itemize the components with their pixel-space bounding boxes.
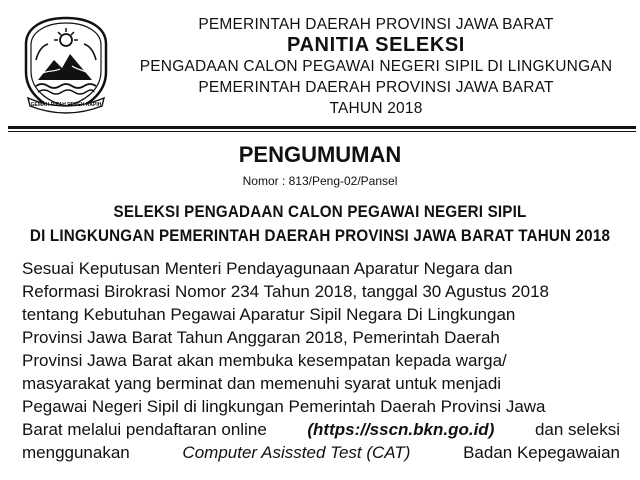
west-java-emblem-logo [20, 14, 112, 114]
letterhead-committee: PANITIA SELEKSI [287, 34, 465, 56]
announcement-subject-line-1: SELEKSI PENGADAAN CALON PEGAWAI NEGERI SIPIL [113, 203, 527, 221]
body-line-text: masyarakat yang berminat dan memenuhi syarat untuk menjadi [22, 374, 502, 393]
letterhead-rule-thick [8, 126, 636, 129]
body-line-text: Reformasi Birokrasi Nomor 234 Tahun 2018, tanggal 30 Agustus 2018 [22, 282, 550, 301]
body-line-text: Barat melalui pendaftaran online [22, 420, 267, 439]
body-line [22, 326, 620, 349]
body-line [22, 257, 620, 280]
letterhead-program: PENGADAAN CALON PEGAWAI NEGERI SIPIL DI LINGKUNGAN [139, 58, 613, 75]
registration-url-link[interactable]: (https://sscn.bkn.go.id) [307, 420, 495, 439]
body-line-text: Badan Kepegawaian [463, 443, 620, 462]
letterhead-year: TAHUN 2018 [329, 100, 423, 117]
body-line [22, 418, 620, 441]
body-line [22, 280, 620, 303]
body-line [22, 395, 620, 418]
body-line [22, 372, 620, 395]
body-line-text: tentang Kebutuhan Pegawai Aparatur Sipil Negara Di Lingkungan [22, 305, 516, 324]
logo-motto: GEMAH RIPAH REPEH RAPIH [30, 102, 102, 108]
body-line-text: Provinsi Jawa Barat akan membuka kesempatan kepada warga/ [22, 351, 507, 370]
announcement-subject-line-2: DI LINGKUNGAN PEMERINTAH DAERAH PROVINSI JAWA BARAT TAHUN 2018 [29, 227, 611, 245]
body-line-text: Provinsi Jawa Barat Tahun Anggaran 2018, Pemerintah Daerah [22, 328, 500, 347]
letterhead-rule-thin [8, 131, 636, 132]
letterhead-government-2: PEMERINTAH DAERAH PROVINSI JAWA BARAT [198, 79, 554, 96]
announcement-number: Nomor : 813/Peng-02/Pansel [242, 174, 398, 188]
announcement-title: PENGUMUMAN [238, 142, 402, 167]
cat-term: Computer Asissted Test (CAT) [182, 443, 411, 462]
body-line-text: Pegawai Negeri Sipil di lingkungan Pemerintah Daerah Provinsi Jawa [22, 397, 546, 416]
letterhead [112, 14, 640, 119]
body-line [22, 441, 620, 464]
letterhead-government: PEMERINTAH DAERAH PROVINSI JAWA BARAT [198, 16, 554, 33]
body-line-text: Sesuai Keputusan Menteri Pendayagunaan Aparatur Negara dan [22, 259, 513, 278]
body-line-text: menggunakan [22, 443, 130, 462]
body-line [22, 303, 620, 326]
body-line [22, 349, 620, 372]
announcement-body [22, 257, 620, 464]
body-line-text: dan seleksi [534, 420, 620, 439]
